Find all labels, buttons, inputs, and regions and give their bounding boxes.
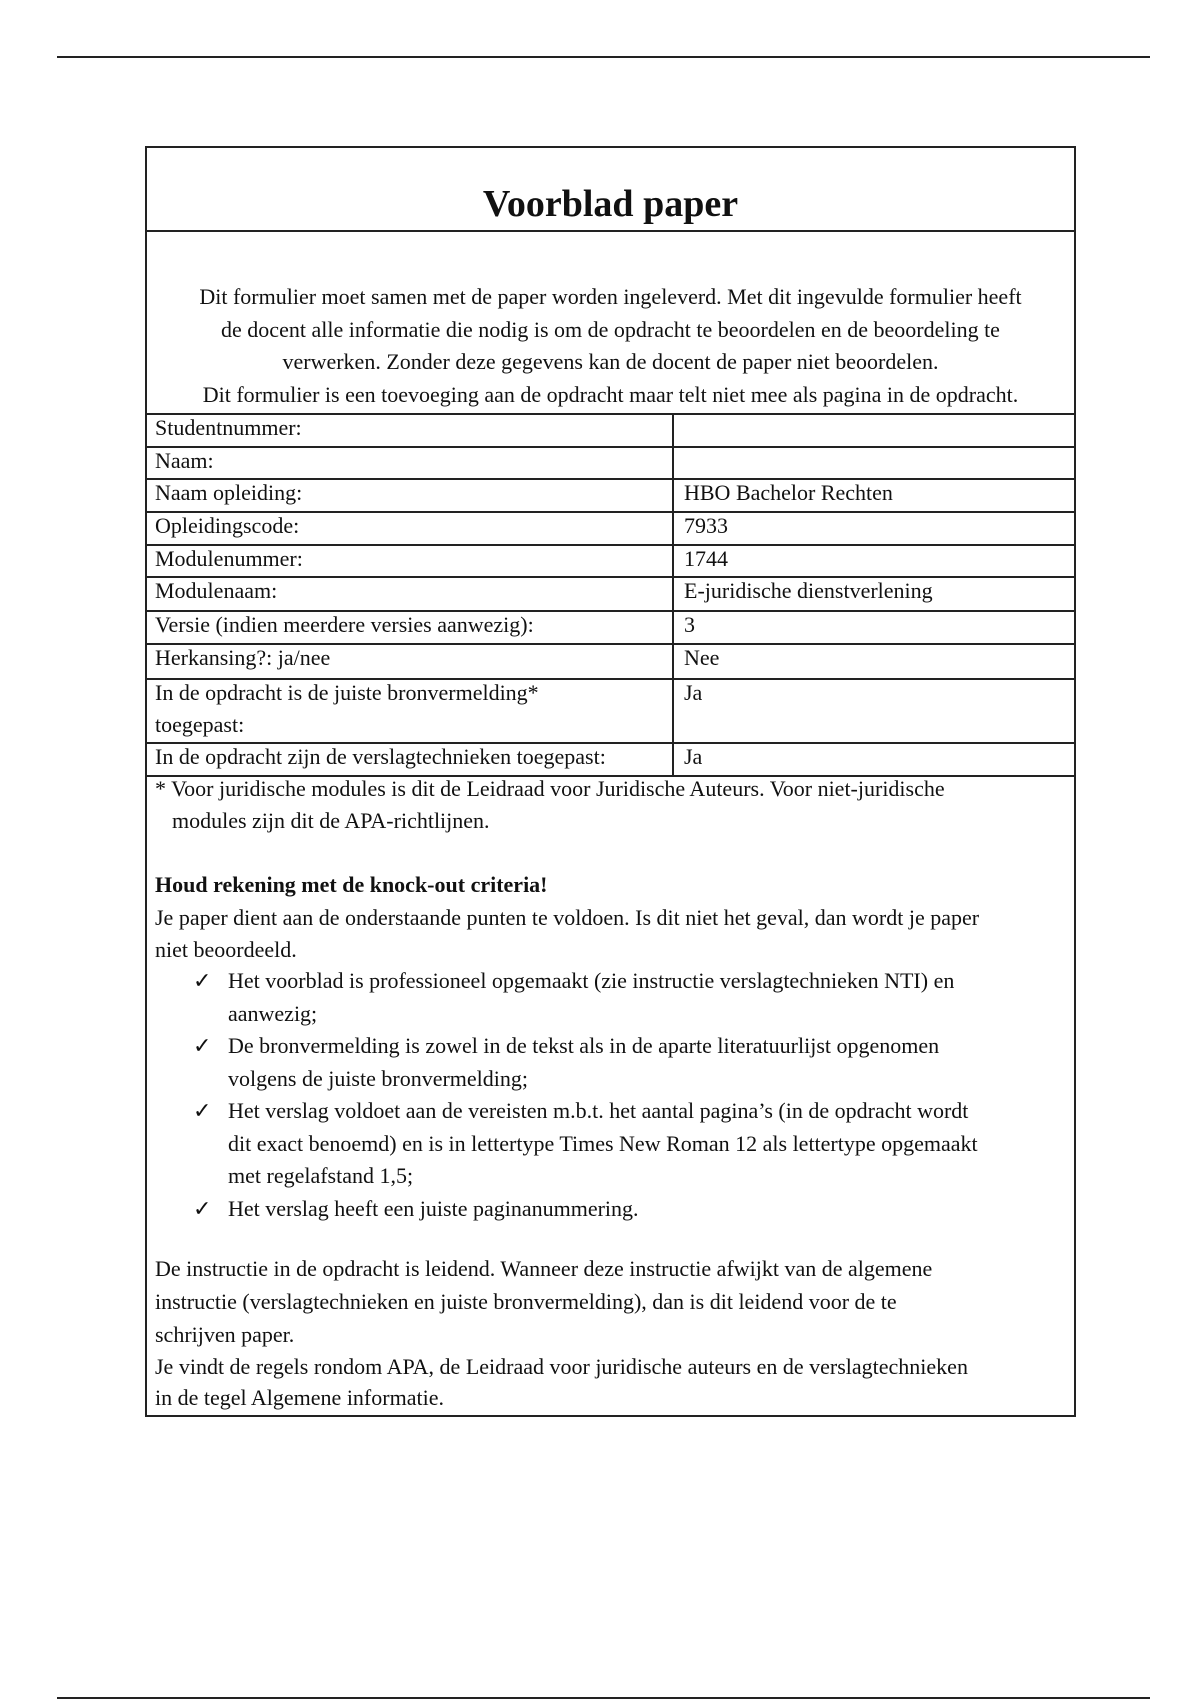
table-row-divider — [145, 775, 1076, 777]
table-row-value: Ja — [684, 744, 703, 769]
footnote-line: * Voor juridische modules is dit de Leidraad voor Juridische Auteurs. Voor niet-juridische — [155, 776, 945, 801]
table-row-label: Modulenummer: — [155, 546, 303, 571]
criteria-line: dit exact benoemd) en is in lettertype Times New Roman 12 als lettertype opgemaakt — [228, 1130, 978, 1156]
closing-line: in de tegel Algemene informatie. — [155, 1385, 444, 1410]
table-row-label: In de opdracht is de juiste bronvermelding* — [155, 680, 539, 705]
criteria-line: De bronvermelding is zowel in de tekst als in de aparte literatuurlijst opgenomen — [228, 1033, 940, 1058]
closing-line: De instructie in de opdracht is leidend. Wanneer deze instructie afwijkt van de algemene — [155, 1256, 933, 1281]
header-rule — [57, 56, 1150, 58]
criteria-line: met regelafstand 1,5; — [228, 1163, 414, 1188]
checkmark-icon: ✓ — [193, 1195, 212, 1221]
criteria-line: Het verslag heeft een juiste paginanummering. — [228, 1195, 639, 1221]
table-row-label: Naam opleiding: — [155, 480, 303, 505]
intro-line: Dit formulier is een toevoeging aan de opdracht maar telt niet mee als pagina in de opdracht. — [202, 382, 1019, 407]
table-row-value: 1744 — [684, 546, 728, 571]
criteria-line: aanwezig; — [228, 1000, 318, 1026]
title-divider — [145, 230, 1076, 232]
closing-line: schrijven paper. — [155, 1322, 295, 1347]
table-row-label: Studentnummer: — [155, 415, 302, 440]
intro-line: de docent alle informatie die nodig is om de opdracht te beoordelen en de beoordeling te — [221, 317, 1000, 342]
criteria-line: Het verslag voldoet aan de vereisten m.b.t. het aantal pagina’s (in de opdracht wordt — [228, 1098, 969, 1123]
checkmark-icon: ✓ — [193, 1098, 212, 1123]
knockout-intro-line: Je paper dient aan de onderstaande punten te voldoen. Is dit niet het geval, dan wordt je paper — [155, 905, 980, 930]
intro-line: verwerken. Zonder deze gegevens kan de docent de paper niet beoordelen. — [282, 349, 939, 374]
table-row-label: Versie (indien meerdere versies aanwezig): — [155, 612, 534, 637]
knockout-intro-line: niet beoordeeld. — [155, 937, 297, 962]
table-row-value: 7933 — [684, 513, 728, 538]
table-row-value: Ja — [684, 680, 703, 705]
table-row-value: 3 — [684, 612, 695, 637]
footnote-line: modules zijn dit de APA-richtlijnen. — [172, 808, 490, 833]
checkmark-icon: ✓ — [193, 1033, 212, 1058]
table-row-label: Naam: — [155, 448, 214, 473]
closing-line: instructie (verslagtechnieken en juiste bronvermelding), dan is dit leidend voor de te — [155, 1289, 897, 1314]
table-row-value: HBO Bachelor Rechten — [684, 480, 893, 505]
intro-line: Dit formulier moet samen met de paper worden ingeleverd. Met dit ingevulde formulier heeft — [199, 284, 1022, 309]
table-row-divider — [145, 446, 1076, 448]
closing-line: Je vindt de regels rondom APA, de Leidraad voor juridische auteurs en de verslagtechnieken — [155, 1354, 968, 1379]
page-title: Voorblad paper — [482, 183, 739, 225]
table-row-divider — [145, 576, 1076, 578]
footer-rule — [57, 1697, 1150, 1699]
knockout-heading: Houd rekening met de knock-out criteria! — [155, 872, 548, 897]
table-row-value: E-juridische dienstverlening — [684, 578, 933, 603]
table-row-label: toegepast: — [155, 712, 245, 737]
table-row-label: Opleidingscode: — [155, 513, 300, 538]
table-column-divider — [672, 413, 674, 775]
criteria-line: Het voorblad is professioneel opgemaakt (zie instructie verslagtechnieken NTI) en — [228, 968, 955, 993]
checkmark-icon: ✓ — [193, 968, 212, 993]
criteria-line: volgens de juiste bronvermelding; — [228, 1065, 528, 1091]
table-row-value: Nee — [684, 645, 720, 670]
table-row-label: In de opdracht zijn de verslagtechnieken toegepast: — [155, 744, 606, 769]
table-row-label: Herkansing?: ja/nee — [155, 645, 331, 670]
table-row-label: Modulenaam: — [155, 578, 278, 603]
